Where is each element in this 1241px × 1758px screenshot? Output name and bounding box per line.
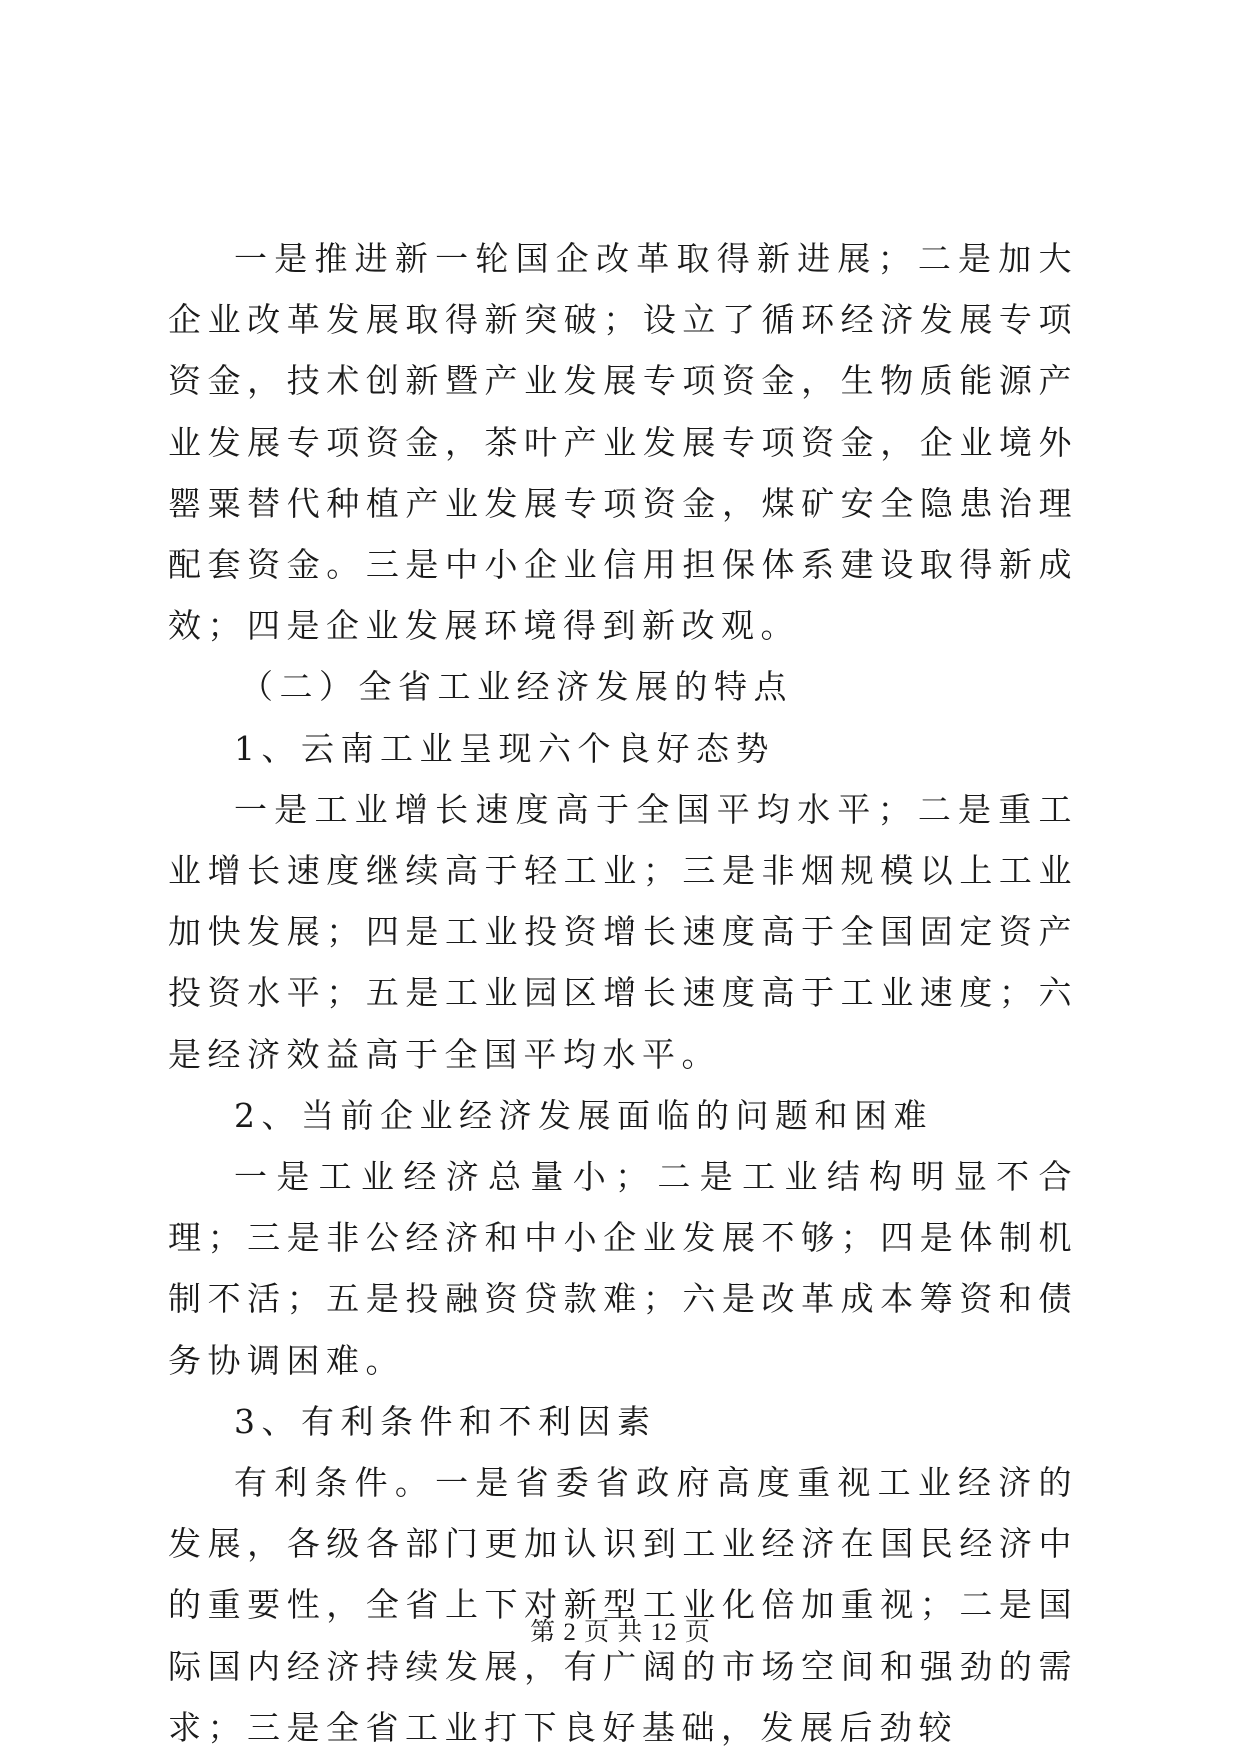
page-number-footer: 第 2 页 共 12 页 — [530, 1619, 711, 1646]
paragraph-favorable-conditions: 有利条件。一是省委省政府高度重视工业经济的发展，各级各部门更加认识到工业经济在国民经济中的重要性，全省上下对新型工业化倍加重视；二是国际国内经济持续发展，有广阔的市场空间和强劲的需求；三是全省工业打下良好基础，发展后劲较 — [168, 1463, 1078, 1747]
paragraph-problems: 一是工业经济总量小；二是工业结构明显不合理；三是非公经济和中小企业发展不够；四是体制机制不活；五是投融资贷款难；六是改革成本筹资和债务协调困难。 — [168, 1157, 1078, 1380]
subheading-conditions: 3、有利条件和不利因素 — [234, 1401, 657, 1441]
subheading-six-trends: 1、云南工业呈现六个良好态势 — [234, 728, 775, 768]
section-heading-characteristics: （二）全省工业经济发展的特点 — [240, 667, 793, 707]
paragraph-reform-progress: 一是推进新一轮国企改革取得新进展；二是加大企业改革发展取得新突破；设立了循环经济发展专项资金，技术创新暨产业发展专项资金，生物质能源产业发展专项资金，茶叶产业发展专项资金，企业境外罂粟替代种植产业发展专项资金，煤矿安全隐患治理配套资金。三是中小企业信用担保体系建设取得新成效；四是企业发展环境得到新改观。 — [168, 239, 1078, 646]
subheading-problems: 2、当前企业经济发展面临的问题和困难 — [234, 1095, 933, 1135]
document-body — [168, 228, 1078, 1758]
paragraph-six-trends: 一是工业增长速度高于全国平均水平；二是重工业增长速度继续高于轻工业；三是非烟规模以上工业加快发展；四是工业投资增长速度高于全国固定资产投资水平；五是工业园区增长速度高于工业速度；六是经济效益高于全国平均水平。 — [168, 789, 1078, 1074]
